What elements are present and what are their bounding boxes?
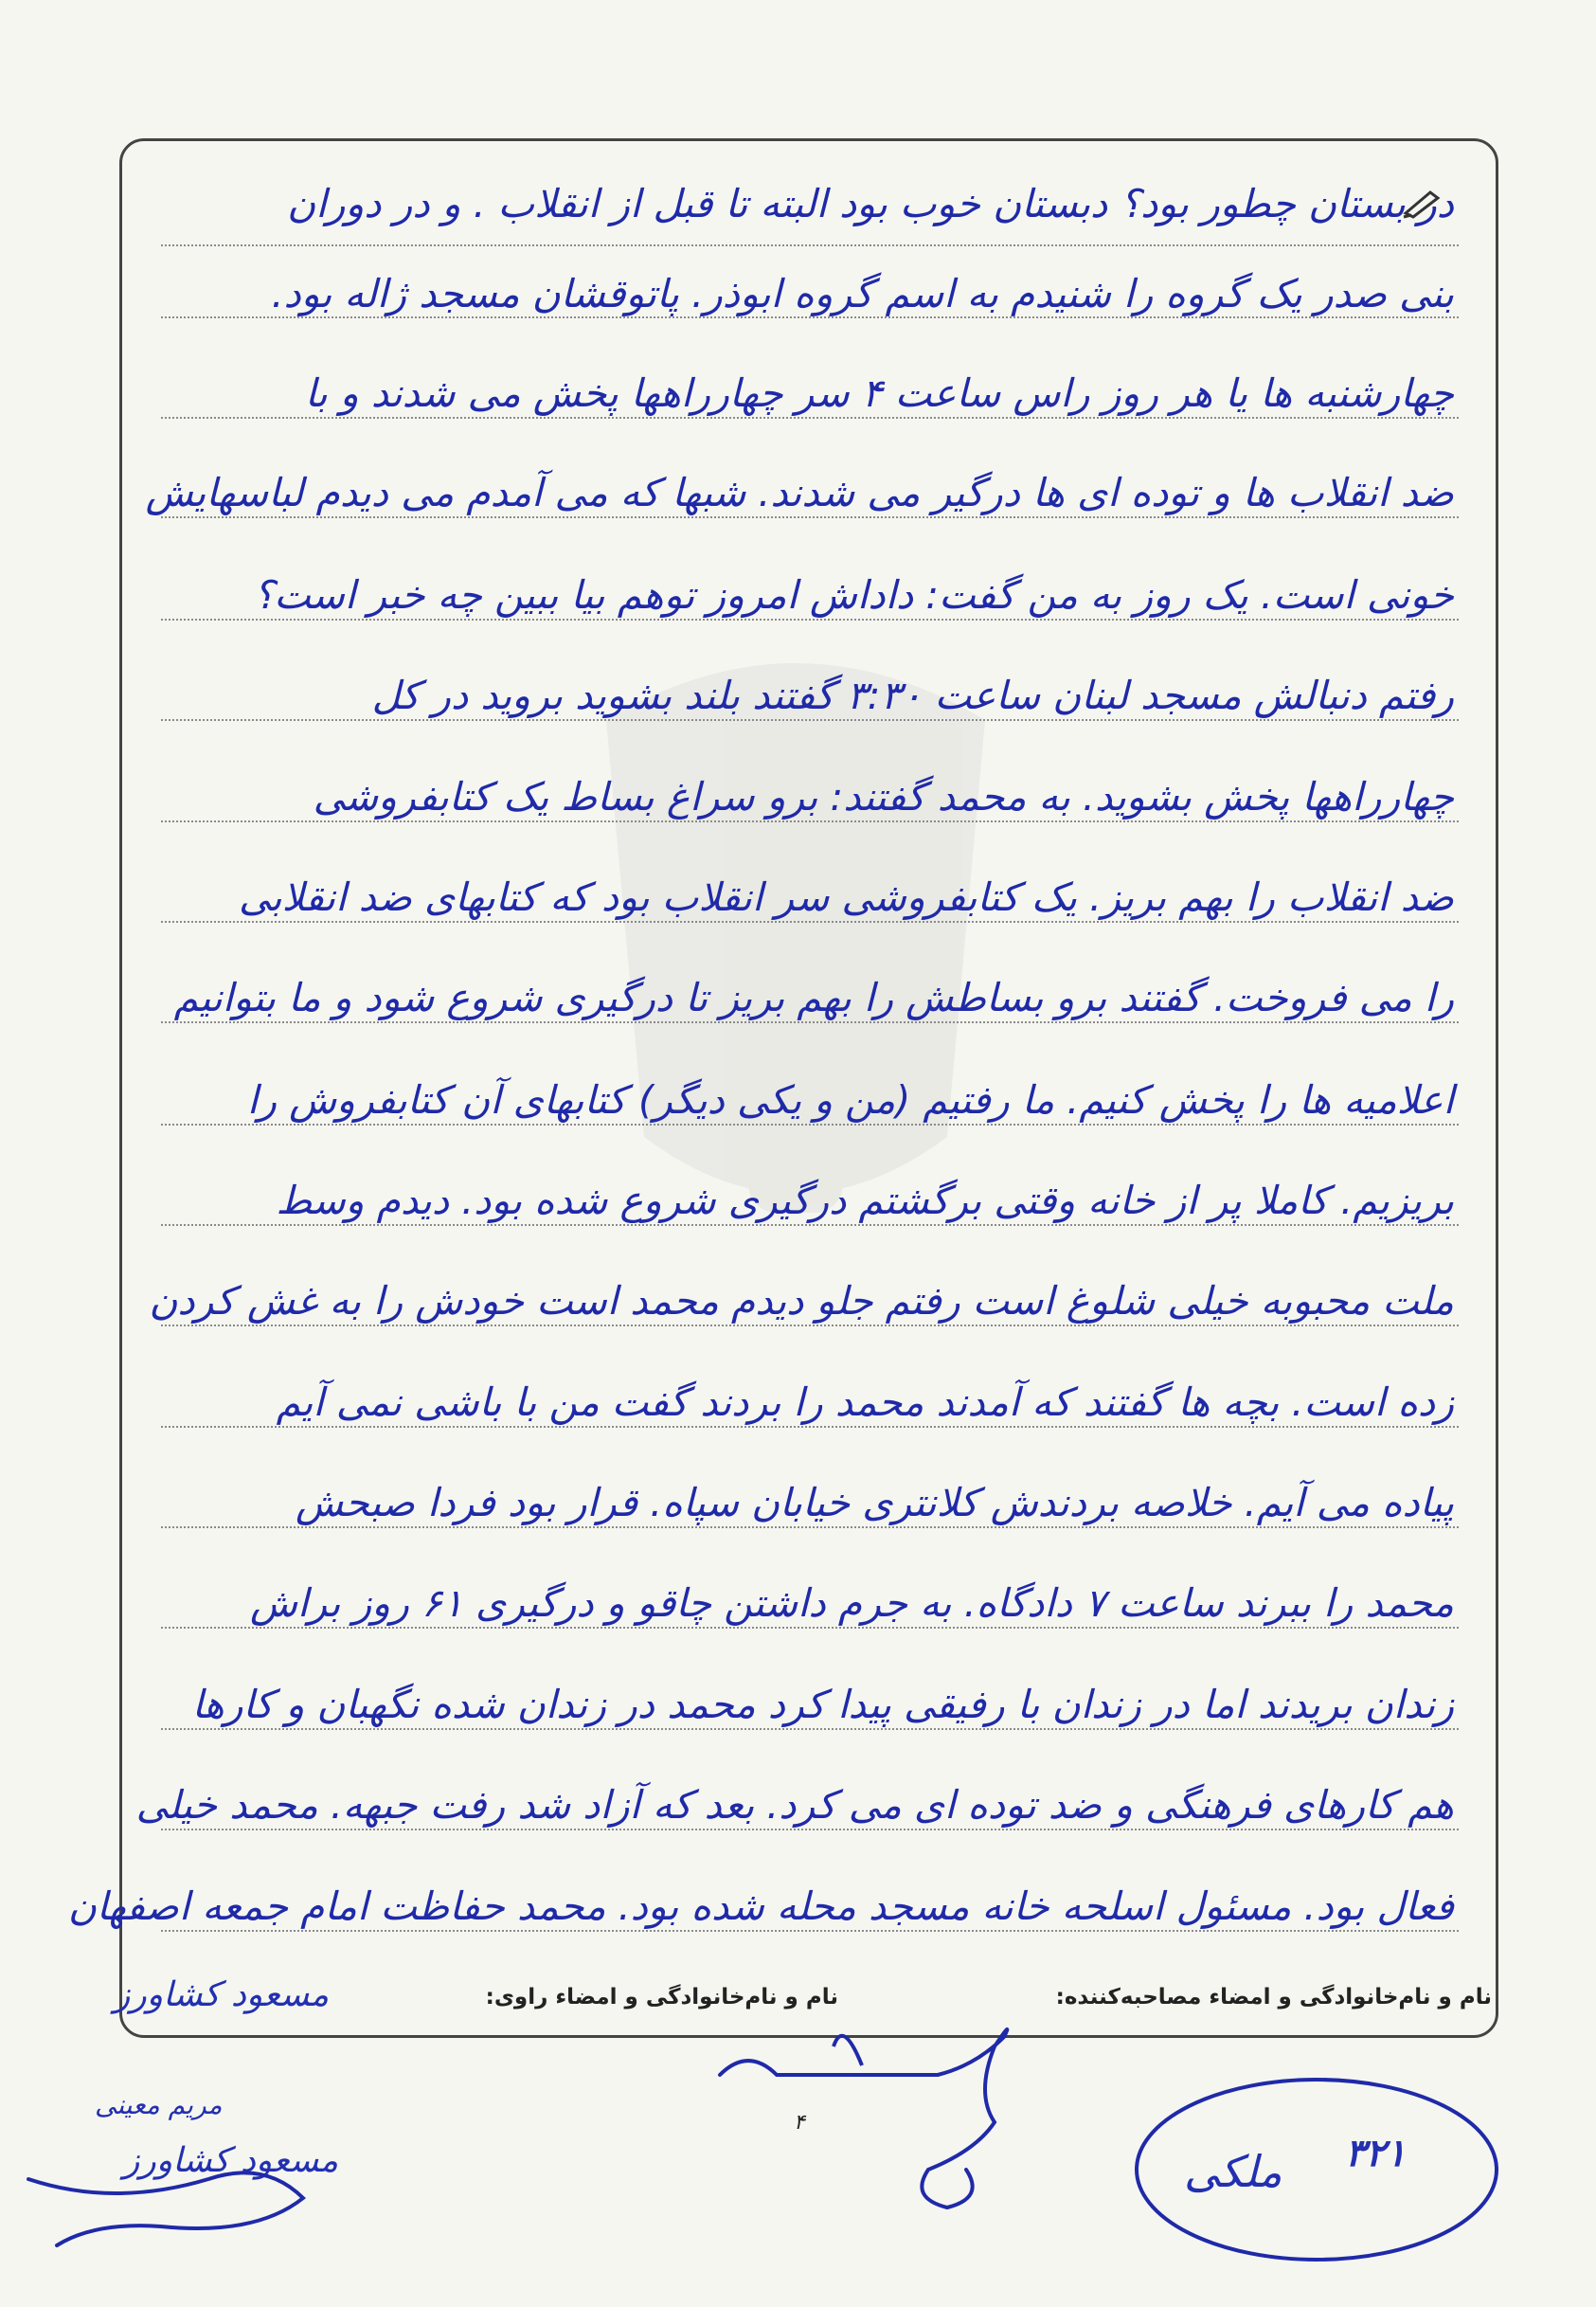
- ruled-line: [161, 921, 1459, 923]
- ruled-line: [161, 1627, 1459, 1629]
- ruled-line: [161, 1426, 1459, 1428]
- circled-stamp: [1118, 2056, 1515, 2274]
- signer-left-name: مریم معینی: [95, 2089, 223, 2120]
- ruled-line: [161, 619, 1459, 621]
- handwritten-line: ملت محبوبه خیلی شلوغ است رفتم جلو دیدم محمد است خودش را به غش کردن: [149, 1278, 1454, 1324]
- interviewer-label: نام و نام‌خانوادگی و امضاء مصاحبه‌کننده:: [1055, 1985, 1492, 2010]
- ruled-line: [161, 417, 1459, 419]
- ruled-line: [161, 1526, 1459, 1528]
- ruled-line: [161, 316, 1459, 318]
- narrator-signature: [19, 2122, 455, 2255]
- ruled-line: [161, 719, 1459, 721]
- handwritten-line: محمد را ببرند ساعت ۷ دادگاه. به جرم داشتن چاقو و درگیری ۶۱ روز براش: [249, 1580, 1454, 1626]
- page-number: ۴: [794, 2111, 805, 2135]
- handwritten-line: را می فروخت. گفتند برو بساطش را بهم بریز تا درگیری شروع شود و ما بتوانیم: [173, 975, 1454, 1020]
- ruled-line: [161, 516, 1459, 518]
- handwritten-line: اعلامیه ها را پخش کنیم. ما رفتیم (من و یکی دیگر) کتابهای آن کتابفروش را: [246, 1077, 1454, 1123]
- ruled-line: [161, 244, 1459, 246]
- circled-word: ملکی: [1184, 2146, 1282, 2197]
- handwritten-line: در بستان چطور بود؟ دبستان خوب بود البته تا قبل از انقلاب . و در دوران: [287, 181, 1454, 226]
- ruled-line: [161, 1021, 1459, 1023]
- ruled-line: [161, 1325, 1459, 1326]
- ruled-line: [161, 1728, 1459, 1730]
- handwritten-line: فعال بود. مسئول اسلحه خانه مسجد محله شده بود. محمد حفاظت امام جمعه اصفهان: [67, 1883, 1454, 1929]
- circled-number: ۳۲۱: [1345, 2132, 1407, 2175]
- handwritten-line: ضد انقلاب را بهم بریز. یک کتابفروشی سر انقلاب بود که کتابهای ضد انقلابی: [239, 874, 1454, 920]
- ruled-line: [161, 1930, 1459, 1932]
- handwritten-line: زندان بریدند اما در زندان با رفیقی پیدا کرد محمد در زندان شده نگهبان و کارها: [191, 1682, 1454, 1727]
- ruled-line: [161, 1124, 1459, 1126]
- handwritten-line: رفتم دنبالش مسجد لبنان ساعت ۳:۳۰ گفتند بلند بشوید بروید در کل: [371, 673, 1454, 718]
- handwritten-line: خونی است. یک روز به من گفت: داداش امروز توهم بیا ببین چه خبر است؟: [253, 572, 1454, 618]
- signer-left-text: مسعود کشاورز: [123, 2141, 339, 2180]
- handwritten-line: چهارشنبه ها یا هر روز راس ساعت ۴ سر چهارراهها پخش می شدند و با: [304, 370, 1454, 416]
- handwritten-line: پیاده می آیم. خلاصه بردندش کلانتری خیابان سپاه. قرار بود فردا صبحش: [296, 1480, 1454, 1525]
- narrator-name: مسعود کشاورز: [114, 1975, 330, 2014]
- handwritten-line: بریزیم. کاملا پر از خانه وقتی برگشتم درگیری شروع شده بود. دیدم وسط: [276, 1178, 1454, 1223]
- handwritten-line: چهارراهها پخش بشوید. به محمد گفتند: برو سراغ بساط یک کتابفروشی: [313, 774, 1454, 820]
- handwritten-line: زده است. بچه ها گفتند که آمدند محمد را بردند گفت من با باشی نمی آیم: [276, 1379, 1454, 1425]
- narrator-label: نام و نام‌خانوادگی و امضاء راوی:: [485, 1985, 838, 2010]
- ruled-line: [161, 820, 1459, 822]
- handwritten-line: هم کارهای فرهنگی و ضد توده ای می کرد. بعد که آزاد شد رفت جبهه. محمد خیلی: [135, 1782, 1454, 1828]
- ruled-line: [161, 1224, 1459, 1226]
- handwritten-line: بنی صدر یک گروه را شنیدم به اسم گروه ابوذر. پاتوقشان مسجد ژاله بود.: [271, 271, 1454, 316]
- handwritten-line: ضد انقلاب ها و توده ای ها درگیر می شدند. شبها که می آمدم می دیدم لباسهایش: [145, 470, 1454, 515]
- interviewer-signature: [691, 2009, 1089, 2226]
- ruled-line: [161, 1829, 1459, 1830]
